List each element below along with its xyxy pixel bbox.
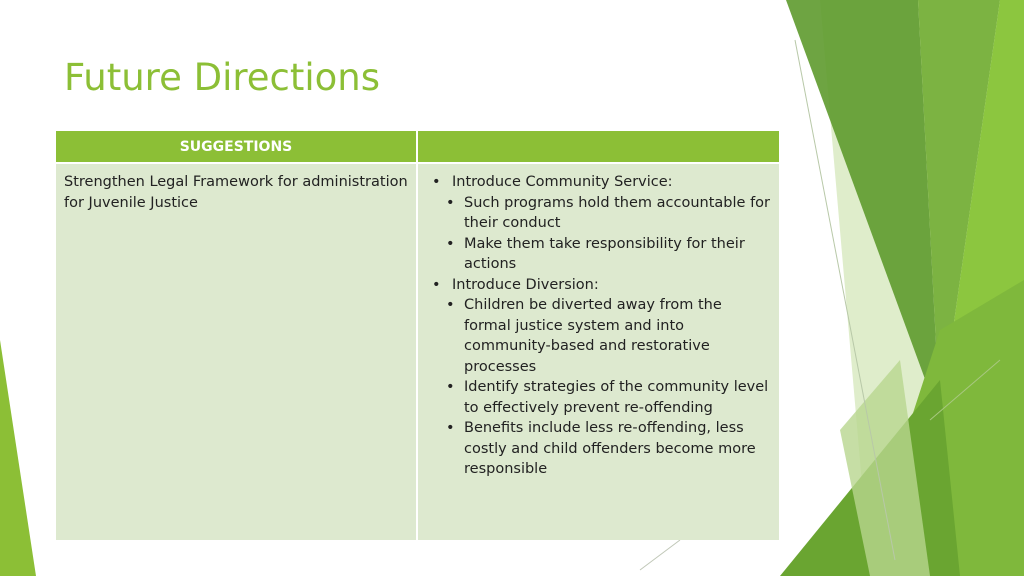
table-cell-left bbox=[56, 164, 416, 540]
sub-bullet-list bbox=[426, 295, 771, 480]
thin-line-2 bbox=[640, 540, 680, 570]
list-item bbox=[426, 172, 771, 275]
table-header-suggestions: SUGGESTIONS bbox=[56, 131, 416, 162]
sub-list-item bbox=[426, 295, 771, 377]
sub-list-item-text: Benefits include less re-offending, less costly and child offenders become more responsible bbox=[464, 420, 756, 477]
suggestions-table bbox=[56, 131, 779, 540]
bullet-list bbox=[426, 172, 771, 480]
table-header-empty bbox=[418, 131, 779, 162]
left-green-wedge bbox=[0, 340, 36, 576]
sub-list-item bbox=[426, 418, 771, 480]
sub-bullet-list bbox=[426, 193, 771, 275]
sub-list-item-text: Children be diverted away from the formal justice system and into community-based and restorative processes bbox=[464, 297, 722, 375]
list-item-label: • Introduce Diversion: bbox=[452, 276, 599, 293]
page-title: Future Directions bbox=[64, 56, 381, 99]
sub-list-item-text: Identify strategies of the community level to effectively prevent re-offending bbox=[464, 379, 769, 416]
table-cell-right bbox=[418, 164, 779, 540]
sub-list-item bbox=[426, 234, 771, 275]
list-item bbox=[426, 275, 771, 480]
sub-list-item-text: Make them take responsibility for their actions bbox=[464, 235, 745, 272]
left-cell-text: Strengthen Legal Framework for administration for Juvenile Justice bbox=[64, 174, 408, 211]
sub-list-item-text: Such programs hold them accountable for their conduct bbox=[464, 194, 771, 231]
sub-list-item bbox=[426, 193, 771, 234]
list-item-label: • Introduce Community Service: bbox=[452, 174, 673, 190]
sub-list-item bbox=[426, 377, 771, 418]
